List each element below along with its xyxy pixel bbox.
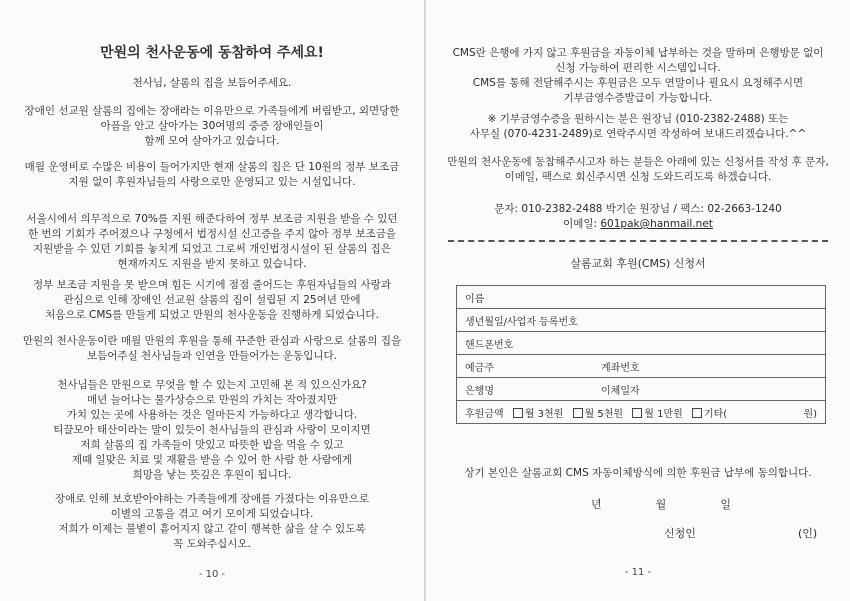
checkbox-other[interactable]: [692, 408, 702, 418]
checkbox-3000[interactable]: [513, 408, 523, 418]
bank-field[interactable]: 은행명: [457, 378, 594, 401]
paragraph-line: 제때 일맞은 치료 및 재활을 받을 수 있어 한 사람 한 사람에게: [71, 454, 353, 466]
amount-field: [457, 401, 826, 424]
paragraph-line: 만원의 천사운동이란 매월 만원의 후원을 통해 꾸준한 관심과 사랑으로 살롬의 집을: [22, 335, 402, 347]
birth-field[interactable]: 생년월일/사업자 등록번호: [457, 309, 826, 332]
paragraph-line: ※ 기부금영수증을 원하시는 분은 원장님 (010-2382-2488) 또는: [487, 113, 789, 125]
paragraph-line: 한 번의 기회가 주어졌으나 구청에서 법정시설 신고증을 주지 않아 정부 보조금을: [27, 228, 397, 240]
date-day: 일: [720, 498, 731, 511]
option-5000: 월 5천원: [584, 408, 624, 420]
paragraph-line: CMS란 은행에 가지 않고 후원금을 자동이체 납부하는 것을 말하며 은행방문 없이: [452, 47, 824, 59]
paragraph-line: CMS를 통해 전달해주시는 후원금은 모두 연말이나 필요시 요청해주시면: [472, 77, 804, 89]
paragraph-line: 현재까지도 지원을 받지 못하고 있습니다.: [117, 258, 307, 270]
amount-label: 후원금액: [465, 408, 504, 420]
contact-line: 문자: 010-2382-2488 박기순 원장님 / 팩스: 02-2663-1240: [494, 203, 782, 215]
name-field[interactable]: 이름: [457, 286, 826, 309]
paragraph-line: 장애인 선교원 살롬의 집에는 장애라는 이유만으로 가족들에게 버림받고, 외면당한: [24, 105, 400, 117]
paragraph-line: 보듬어주실 천사님들과 인연을 만들어가는 운동입니다.: [87, 350, 337, 362]
cut-line: [448, 240, 828, 242]
right-page: [426, 0, 850, 601]
paragraph-line: 함께 모여 살아가고 있습니다.: [144, 135, 280, 147]
form-title: 살롬교회 후원(CMS) 신청서: [570, 257, 706, 270]
email-label: 이메일:: [563, 218, 601, 230]
paragraph-line: 아픔을 안고 살아가는 30여명의 중증 장애인들이: [100, 120, 324, 132]
paragraph-line: 매년 늘어나는 물가상승으로 만원의 가치는 작아졌지만: [87, 394, 337, 406]
paragraph-line: 천사님들은 만원으로 무엇을 할 수 있는지 고민해 본 적 있으신가요?: [57, 379, 367, 391]
depositor-field[interactable]: 예금주: [457, 355, 594, 378]
date-month: 월: [655, 498, 667, 511]
amount-end: 원): [803, 408, 817, 420]
transfer-date-field[interactable]: 이체일자: [593, 378, 826, 401]
page-number-left: - 10 -: [198, 569, 226, 580]
paragraph-line: 장애로 인해 보호받아야하는 가족들에게 장애를 가졌다는 이유만으로: [54, 493, 370, 505]
paragraph-line: 꼭 도와주십시오.: [173, 538, 251, 550]
email-address[interactable]: 601pak@hanmail.net: [600, 218, 713, 230]
seal-mark: (인): [798, 527, 818, 540]
paragraph-line: 이별의 고통을 겪고 여기 모이게 되었습니다.: [110, 508, 314, 520]
paragraph-line: 천사님, 살롬의 집을 보듬어주세요.: [132, 77, 292, 89]
left-page: [0, 0, 424, 601]
paragraph-line: 희망을 낳는 뜻깊은 후원이 됩니다.: [132, 469, 292, 481]
paragraph-line: 사무실 (070-4231-2489)로 연락주시면 작성하여 보내드리겠습니다.^^: [469, 128, 807, 140]
paragraph-line: 기부금영수증발급이 가능합니다.: [563, 92, 713, 104]
paragraph-line: 신청 가능하여 편리한 시스템입니다.: [555, 62, 721, 74]
page-title: 만원의 천사운동에 동참하여 주세요!: [100, 45, 324, 61]
paragraph-line: 지원받을 수 있던 기회를 놓치게 되었고 그로써 개인법정시설이 된 살롬의 집은: [33, 243, 391, 255]
paragraph-line: 만원의 천사운동에 동참해주시고자 하는 분들은 아래에 있는 신청서를 작성 후 문자,: [447, 156, 829, 168]
page-number-right: - 11 -: [624, 567, 652, 578]
account-field[interactable]: 계좌번호: [593, 355, 826, 378]
paragraph-line: 저희 살롬의 집 가족들이 맛있고 따뜻한 밥을 먹을 수 있고: [80, 439, 344, 451]
paragraph-line: 매월 운영비로 수많은 비용이 들어가지만 현재 살롬의 집은 단 10원의 정부 보조금: [24, 161, 400, 173]
paragraph-line: 티끌모아 태산이라는 말이 있듯이 천사님들의 관심과 사랑이 모이지면: [53, 424, 371, 436]
checkbox-5000[interactable]: [573, 408, 583, 418]
paragraph-line: 저희가 이제는 불볕이 흩어지지 않고 같이 행복한 삶을 살 수 있도록: [58, 523, 366, 535]
option-10000: 월 1만원: [644, 408, 683, 420]
option-other: 기타(: [703, 408, 728, 420]
paragraph-line: 관심으로 인해 장애인 선교원 살롬의 집이 설립된 지 25여년 만에: [63, 294, 361, 306]
paragraph-line: 처음으로 CMS를 만들게 되었고 만원의 천사운동을 진행하게 되었습니다.: [45, 309, 379, 321]
paragraph-line: 가치 있는 곳에 사용하는 것은 얼마든지 가능하다고 생각합니다.: [66, 409, 358, 421]
paragraph-line: 정부 보조금 지원을 못 받으며 힘든 시기에 점점 줄어드는 후원자님들의 사랑과: [33, 279, 391, 291]
application-form: [456, 285, 826, 424]
paragraph-line: 이메일, 팩스로 회신주시면 신청 도와드리도록 하겠습니다.: [504, 171, 772, 183]
paragraph-line: 지원 없이 후원자님들의 사랑으로만 운영되고 있는 시설입니다.: [68, 176, 356, 188]
phone-field[interactable]: 핸드폰번호: [457, 332, 826, 355]
date-line: [591, 498, 731, 512]
date-year: 년: [591, 498, 602, 511]
email-line: [426, 217, 850, 231]
applicant-label: 신청인: [664, 527, 696, 540]
option-3000: 월 3천원: [524, 408, 564, 420]
paragraph-line: 서울시에서 의무적으로 70%를 지원 해준다하여 정부 보조금 지원을 받을 수 있던: [26, 213, 398, 225]
consent-text: 상기 본인은 살롬교회 CMS 자동이체방식에 의한 후원금 납부에 동의합니다.: [464, 467, 812, 479]
checkbox-10000[interactable]: [632, 408, 642, 418]
